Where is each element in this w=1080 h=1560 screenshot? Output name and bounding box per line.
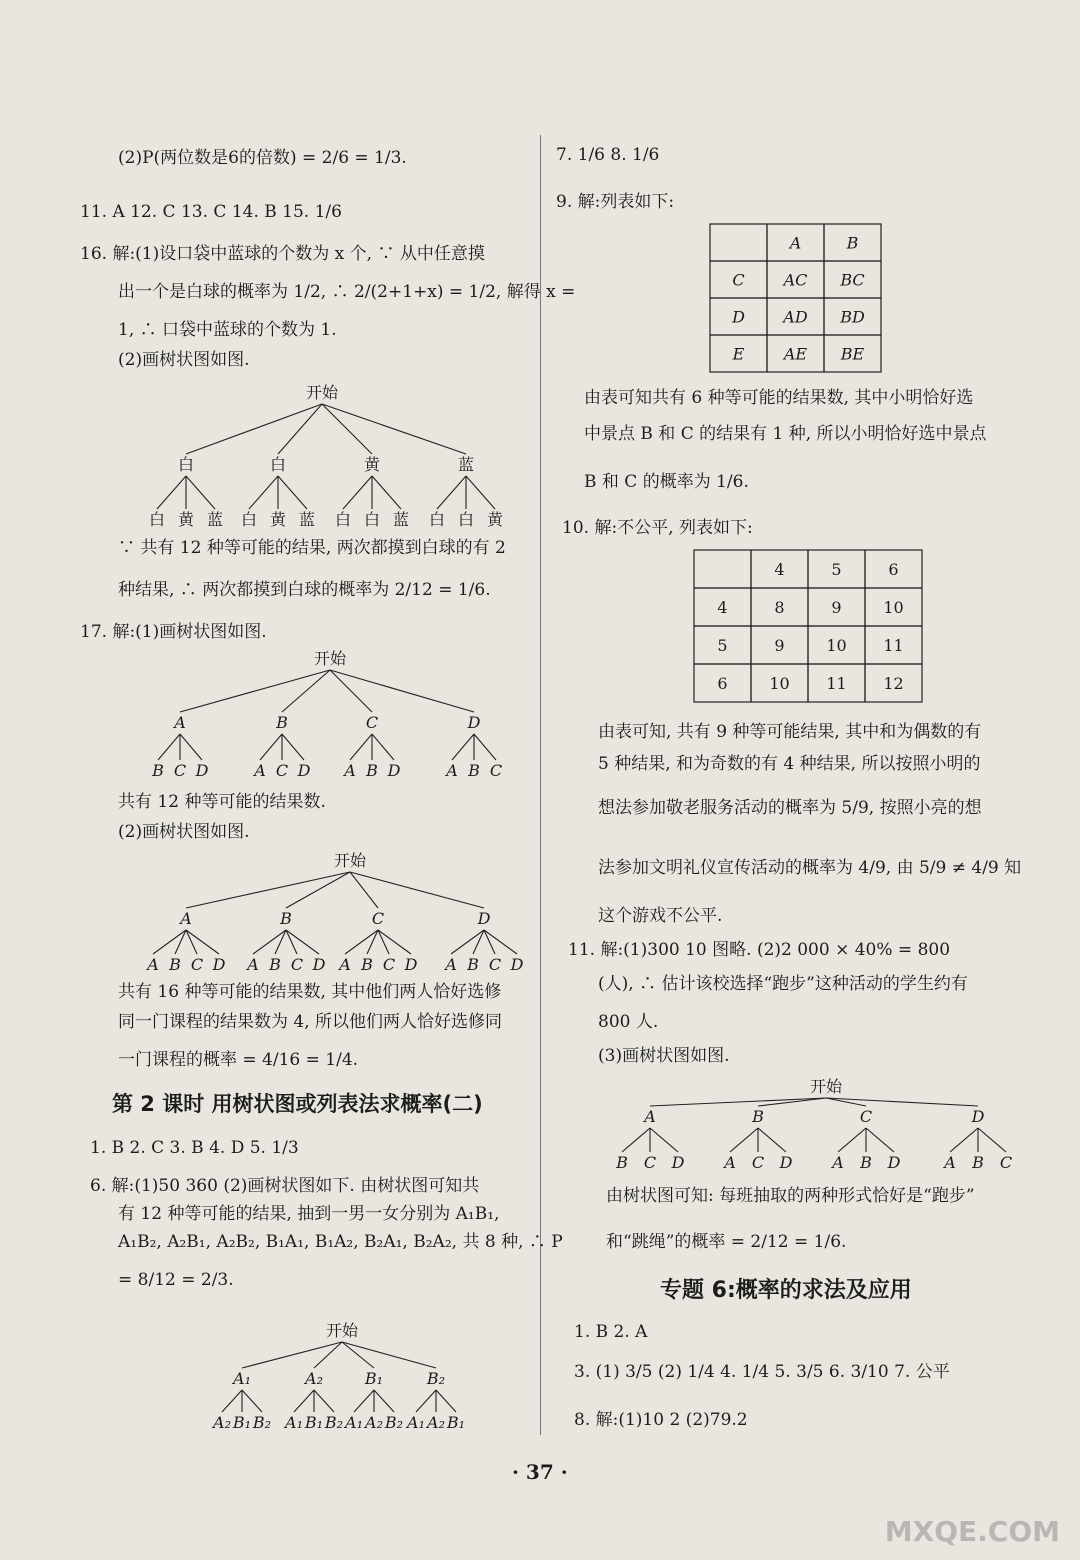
tree-level1-node: A <box>180 909 192 928</box>
tree-level2-node: A₁ <box>407 1413 425 1432</box>
tree-level1-node: B₂ <box>426 1369 446 1388</box>
tree-level2-node: A₁ <box>285 1413 303 1432</box>
tree-level2-node: A₂ <box>365 1413 383 1432</box>
tree-level2-node: 白 <box>363 510 381 529</box>
tree-branch <box>350 734 372 760</box>
tree-branch <box>343 476 372 509</box>
tree-branch <box>322 404 466 454</box>
tree-branch <box>730 1128 758 1152</box>
answer-line: 想法参加敬老服务活动的概率为 5/9, 按照小亮的想 <box>598 798 982 818</box>
tree-level2-node: D <box>779 1153 793 1172</box>
answer-line: 中景点 B 和 C 的结果有 1 种, 所以小明恰好选中景点 <box>584 424 987 444</box>
watermark: MXQE.COM <box>884 1515 1060 1548</box>
tree-level2-node: D <box>312 955 326 974</box>
tree-level1-node: 黄 <box>363 455 381 474</box>
table-cell-text: 4 <box>717 598 728 617</box>
tree-branch <box>978 1128 1006 1152</box>
tree-level2-node: B <box>468 761 480 780</box>
answer-line: 种结果, ∴ 两次都摸到白球的概率为 2/12 = 1/6. <box>118 580 491 600</box>
table-cell-text: 6 <box>888 560 899 579</box>
table-cell-text: 9 <box>774 636 785 655</box>
tree-level1-node: B <box>280 909 292 928</box>
answer-line: 由表可知共有 6 种等可能的结果数, 其中小明恰好选 <box>584 388 974 408</box>
answer-line: 1, ∴ 口袋中蓝球的个数为 1. <box>118 320 337 340</box>
answer-line: ∵ 共有 12 种等可能的结果, 两次都摸到白球的有 2 <box>118 538 506 558</box>
table-cell-text: 4 <box>774 560 785 579</box>
tree-level2-node: D <box>195 761 209 780</box>
tree-level2-node: C <box>999 1153 1013 1172</box>
table-cell-text: AE <box>783 344 808 364</box>
tree-level1-node: A <box>174 713 186 732</box>
tree-level2-node: B₁ <box>304 1413 324 1432</box>
tree-level2-node: B <box>361 955 373 974</box>
answer-line: 8. 解:(1)10 2 (2)79.2 <box>574 1410 748 1430</box>
table-cell-text: 6 <box>717 674 728 693</box>
tree-branch <box>222 1390 242 1412</box>
table-cell-text: 10 <box>883 598 904 617</box>
tree-branch <box>186 404 322 454</box>
tree-level2-node: 白 <box>457 510 475 529</box>
tree-level1-node: B <box>752 1107 764 1126</box>
tree-level2-node: B₁ <box>446 1413 466 1432</box>
tree-branch <box>180 670 330 712</box>
table-cell <box>694 550 751 588</box>
tree-branch <box>158 734 180 760</box>
answer-line: 5 种结果, 和为奇数的有 4 种结果, 所以按照小明的 <box>598 754 981 774</box>
tree-level1-node: 白 <box>177 455 195 474</box>
table-cell-text: BE <box>840 344 865 364</box>
table-cell-text: 12 <box>883 674 904 693</box>
tree-branch <box>866 1128 894 1152</box>
tree-level2-node: A <box>832 1153 844 1172</box>
tree-level1-node: B₁ <box>364 1369 384 1388</box>
tree-branch <box>436 1390 456 1412</box>
answer-line: 1. B 2. C 3. B 4. D 5. 1/3 <box>90 1138 299 1158</box>
table-cell-text: 10 <box>769 674 790 693</box>
tree-branch <box>342 1342 436 1368</box>
answer-line: 共有 12 种等可能的结果数. <box>118 792 326 812</box>
table-cell-text: 11 <box>826 674 847 693</box>
tree-level2-node: B <box>169 955 181 974</box>
section-title: 第 2 课时 用树状图或列表法求概率(二) <box>112 1092 483 1116</box>
tree-level2-node: D <box>404 955 418 974</box>
table-cell <box>710 224 767 261</box>
tree-level2-node: 蓝 <box>206 510 224 529</box>
tree-branch <box>278 476 307 509</box>
answer-line: 11. 解:(1)300 10 图略. (2)2 000 × 40% = 800 <box>568 940 951 960</box>
tree-level2-node: C <box>643 1153 657 1172</box>
table-cell-text: AD <box>783 307 808 327</box>
tree-level2-node: D <box>671 1153 685 1172</box>
tree-level2-node: C <box>275 761 289 780</box>
answer-line: 同一门课程的结果数为 4, 所以他们两人恰好选修同 <box>118 1012 503 1032</box>
answer-line: (2)P(两位数是6的倍数) = 2/6 = 1/3. <box>118 148 407 168</box>
tree-branch <box>622 1128 650 1152</box>
tree-level2-node: A <box>445 955 457 974</box>
tree-branch <box>282 734 304 760</box>
table-cell-text: 10 <box>826 636 847 655</box>
tree-level1-node: D <box>467 713 481 732</box>
tree-root: 开始 <box>325 1321 359 1340</box>
tree-level2-node: 蓝 <box>392 510 410 529</box>
tree-level2-node: C <box>190 955 204 974</box>
tree-branch <box>260 734 282 760</box>
page-number: · 37 · <box>512 1460 568 1484</box>
tree-branch <box>758 1128 786 1152</box>
tree-level1-node: A₂ <box>305 1369 323 1388</box>
tree-branch <box>278 404 322 454</box>
tree-level2-node: B <box>366 761 378 780</box>
answer-line: 9. 解:列表如下: <box>556 192 675 212</box>
tree-level2-node: C <box>489 761 503 780</box>
tree-level1-node: B <box>276 713 288 732</box>
table-cell-text: E <box>732 344 745 364</box>
tree-branch <box>372 734 394 760</box>
tree-level1-node: 白 <box>269 455 287 474</box>
tree-branch <box>474 734 496 760</box>
table-cell-text: D <box>732 307 745 327</box>
table-cell-text: B <box>846 233 859 253</box>
table-cell-text: AC <box>783 270 808 290</box>
answer-line: A₁B₂, A₂B₁, A₂B₂, B₁A₁, B₁A₂, B₂A₁, B₂A₂, 共 8 种, ∴ P <box>118 1232 563 1252</box>
tree-level2-node: B <box>616 1153 628 1172</box>
tree-branch <box>322 404 372 454</box>
tree-branch <box>650 1128 678 1152</box>
tree-level2-node: A <box>724 1153 736 1172</box>
tree-branch <box>437 476 466 509</box>
answer-line: (3)画树状图如图. <box>598 1046 730 1066</box>
answer-line: 800 人. <box>598 1012 659 1032</box>
tree-branch <box>242 1390 262 1412</box>
tree-root: 开始 <box>305 383 339 402</box>
tree-level1-node: A <box>644 1107 656 1126</box>
tree-level2-node: D <box>510 955 524 974</box>
answer-line: 这个游戏不公平. <box>598 906 723 926</box>
tree-level1-node: A₁ <box>233 1369 251 1388</box>
tree-level2-node: A <box>344 761 356 780</box>
answer-line: 10. 解:不公平, 列表如下: <box>562 518 753 538</box>
answer-line: 有 12 种等可能的结果, 抽到一男一女分别为 A₁B₁, <box>118 1204 500 1224</box>
tree-level1-node: C <box>365 713 379 732</box>
answer-line: 法参加文明礼仪宣传活动的概率为 4/9, 由 5/9 ≠ 4/9 知 <box>598 858 1022 878</box>
answer-line: 16. 解:(1)设口袋中蓝球的个数为 x 个, ∵ 从中任意摸 <box>80 244 485 264</box>
table-cell-text: BD <box>840 307 865 327</box>
answer-line: 由表可知, 共有 9 种等可能结果, 其中和为偶数的有 <box>598 722 982 742</box>
tree-branch <box>650 1098 826 1106</box>
tree-branch <box>838 1128 866 1152</box>
table-cell-text: A <box>789 233 802 253</box>
answer-line: B 和 C 的概率为 1/6. <box>584 472 749 492</box>
answer-line: 1. B 2. A <box>574 1322 648 1342</box>
tree-branch <box>354 1390 374 1412</box>
tree-level1-node: D <box>477 909 491 928</box>
answer-line: 一门课程的概率 = 4/16 = 1/4. <box>118 1050 359 1070</box>
answer-line: 7. 1/6 8. 1/6 <box>556 145 660 165</box>
tree-level2-node: 白 <box>428 510 446 529</box>
tree-level2-node: A₂ <box>213 1413 231 1432</box>
tree-branch <box>314 1390 334 1412</box>
tree-level2-node: 黄 <box>486 510 504 529</box>
tree-root: 开始 <box>333 851 367 870</box>
tree-level2-node: B₁ <box>232 1413 252 1432</box>
tree-level2-node: A₁ <box>345 1413 363 1432</box>
table-cell-text: 5 <box>717 636 728 655</box>
tree-level2-node: D <box>212 955 226 974</box>
table-cell-text: 11 <box>883 636 904 655</box>
tree-branch <box>249 476 278 509</box>
tree-level2-node: A <box>247 955 259 974</box>
tree-root: 开始 <box>809 1077 843 1096</box>
tree-branch <box>186 872 350 908</box>
answer-line: 出一个是白球的概率为 1/2, ∴ 2/(2+1+x) = 1/2, 解得 x = <box>118 282 576 302</box>
tree-level2-node: B₂ <box>252 1413 272 1432</box>
tree-branch <box>374 1390 394 1412</box>
table-cell-text: BC <box>840 270 865 290</box>
tree-level2-node: C <box>488 955 502 974</box>
tree-level2-node: A <box>147 955 159 974</box>
tree-level2-node: C <box>382 955 396 974</box>
answer-line: (人), ∴ 估计该校选择“跑步”这种活动的学生约有 <box>598 974 968 994</box>
tree-level2-node: A <box>254 761 266 780</box>
tree-level2-node: B <box>269 955 281 974</box>
tree-level2-node: 黄 <box>177 510 195 529</box>
tree-level2-node: A <box>446 761 458 780</box>
tree-branch <box>350 872 484 908</box>
tree-level1-node: C <box>859 1107 873 1126</box>
tree-level2-node: 白 <box>240 510 258 529</box>
tree-level2-node: D <box>297 761 311 780</box>
table-cell-text: 8 <box>774 598 785 617</box>
tree-branch <box>372 476 401 509</box>
topic-title: 专题 6:概率的求法及应用 <box>660 1278 912 1303</box>
answer-line: 11. A 12. C 13. C 14. B 15. 1/6 <box>80 202 342 222</box>
answer-line: 17. 解:(1)画树状图如图. <box>80 622 267 642</box>
tree-level2-node: B <box>467 955 479 974</box>
answer-line: 共有 16 种等可能的结果数, 其中他们两人恰好选修 <box>118 982 502 1002</box>
table-cell-text: C <box>732 270 745 290</box>
tree-level2-node: D <box>387 761 401 780</box>
answer-line: (2)画树状图如图. <box>118 822 250 842</box>
tree-level2-node: B₂ <box>324 1413 344 1432</box>
answer-line: 3. (1) 3/5 (2) 1/4 4. 1/4 5. 3/5 6. 3/10 7. 公平 <box>574 1362 950 1382</box>
tree-branch <box>294 1390 314 1412</box>
tree-level2-node: C <box>173 761 187 780</box>
tree-level2-node: B₂ <box>384 1413 404 1432</box>
table-cell-text: 9 <box>831 598 842 617</box>
tree-level2-node: 白 <box>334 510 352 529</box>
tree-level2-node: D <box>887 1153 901 1172</box>
tree-root: 开始 <box>313 649 347 668</box>
tree-branch <box>950 1128 978 1152</box>
tree-level2-node: C <box>751 1153 765 1172</box>
tree-level2-node: 黄 <box>269 510 287 529</box>
tree-level2-node: A <box>339 955 351 974</box>
tree-branch <box>242 1342 342 1368</box>
tree-branch <box>186 476 215 509</box>
tree-level2-node: B <box>152 761 164 780</box>
answer-line: 6. 解:(1)50 360 (2)画树状图如下. 由树状图可知共 <box>90 1176 480 1196</box>
tree-branch <box>452 734 474 760</box>
tree-level2-node: 白 <box>148 510 166 529</box>
tree-level2-node: C <box>290 955 304 974</box>
tree-branch <box>350 872 378 908</box>
tree-level1-node: 蓝 <box>457 455 475 474</box>
tree-branch <box>180 734 202 760</box>
tree-level1-node: D <box>971 1107 985 1126</box>
answer-line: (2)画树状图如图. <box>118 350 250 370</box>
answer-line: 和“跳绳”的概率 = 2/12 = 1/6. <box>606 1232 847 1252</box>
tree-level2-node: A₂ <box>427 1413 445 1432</box>
answer-line: 由树状图可知: 每班抽取的两种形式恰好是“跑步” <box>606 1186 975 1206</box>
tree-branch <box>416 1390 436 1412</box>
tree-branch <box>157 476 186 509</box>
tree-level2-node: A <box>944 1153 956 1172</box>
tree-branch <box>466 476 495 509</box>
tree-level1-node: C <box>371 909 385 928</box>
tree-level2-node: B <box>860 1153 872 1172</box>
tree-branch <box>286 872 350 908</box>
tree-level2-node: B <box>972 1153 984 1172</box>
answer-line: = 8/12 = 2/3. <box>118 1270 234 1290</box>
tree-level2-node: 蓝 <box>298 510 316 529</box>
table-cell-text: 5 <box>831 560 842 579</box>
